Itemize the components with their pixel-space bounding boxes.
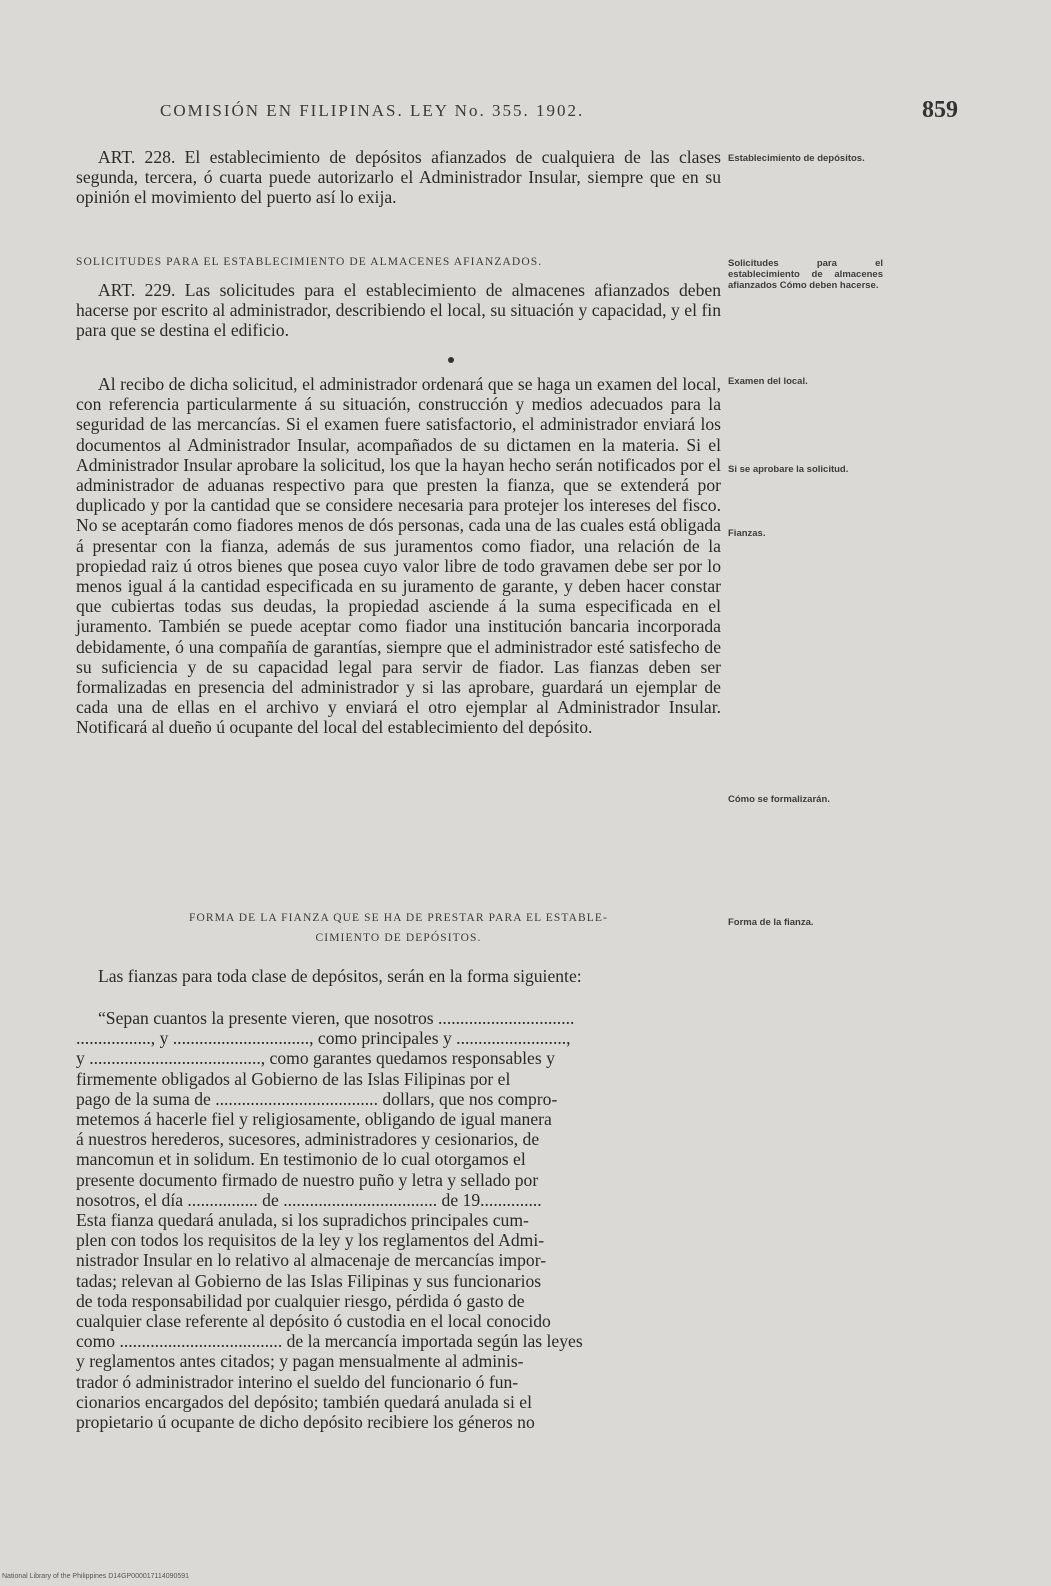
margin-note-examen: Examen del local. [728,376,808,387]
section-heading-forma-line1: FORMA DE LA FIANZA QUE SE HA DE PRESTAR PARA EL ESTABLE- [189,912,608,924]
margin-note-solicitudes-text: Solicitudes para el establecimiento de almacenes afianzados [728,258,883,291]
bond-line: firmemente obligados al Gobierno de las Islas Filipinas por el [76,1068,511,1089]
paragraph-fianzas [76,966,721,986]
bond-line: y ......................................., como garantes quedamos responsables y [76,1048,555,1069]
library-footer: National Library of the Philippines D14GP000017114090591 [2,1573,190,1580]
bond-line: plen con todos los requisitos de la ley y los reglamentos del Admi- [76,1230,545,1251]
page-number: 859 [922,97,958,123]
bond-form-text [76,1008,721,1432]
bond-line: nosotros, el día ................ de ................................... de 19.............. [76,1189,542,1210]
bond-line: de toda responsabilidad por cualquier riesgo, pérdida ó gasto de [76,1290,525,1311]
paragraph-fianzas-text: Las fianzas para toda clase de depósitos, serán en la forma siguiente: [98,966,582,986]
article-228-text: ART. 228. El establecimiento de depósitos afianzados de cualquiera de las clases segunda, tercera, ó cuarta puede autorizarlo el Administrador Insular, siempre que en su opinión el movimiento del puerto así lo exija. [76,147,721,208]
bond-line: cionarios encargados del depósito; también quedará anulada si el [76,1391,532,1412]
bond-line: “Sepan cuantos la presente vieren, que nosotros ............................... [98,1008,575,1028]
bond-line: tadas; relevan al Gobierno de las Islas Filipinas y sus funcionarios [76,1270,542,1291]
margin-note-formalizaran: Cómo se formalizarán. [728,794,830,805]
margin-note-forma: Forma de la fianza. [728,917,814,928]
margin-note-fianzas: Fianzas. [728,528,766,539]
bond-line: cualquier clase referente al depósito ó custodia en el local conocido [76,1311,551,1332]
article-229 [76,280,721,341]
article-228 [76,147,721,208]
bond-line: metemos á hacerle fiel y religiosamente, obligando de igual manera [76,1109,552,1130]
bond-line: nistrador Insular en lo relativo al almacenaje de mercancías impor- [76,1250,547,1271]
bond-line: presente documento firmado de nuestro puño y letra y sellado por [76,1169,539,1190]
paragraph-examen-text: Al recibo de dicha solicitud, el administrador ordenará que se haga un examen del local, con referencia particularmente á su situación, construcción y medios adecuados para la seguridad de las mercancías. Si el examen fuere satisfactorio, el administrador enviará los documentos al Administrador Insular, acompañados de su dictamen en la materia. Si el Administrador Insular aprobare la solicitud, los que la hayan hecho serán notificados por el administrador de aduanas respectivo para que presten la fianza, que se extenderá por duplicado y por la cantidad que se considere necesaria para protejer los intereses del fisco. No se aceptarán como fiadores menos de dós personas, cada una de las cuales está obligada á presentar con la fianza, además de sus juramentos como fiador, una relación de la propiedad raiz ú otros bienes que posea cuyo valor libre de todo gravamen debe ser por lo menos igual á la cantidad especificada en su juramento de garante, y deben hacer constar que cubiertas todas sus deudas, la propiedad asciende á la suma especificada en el juramento. También se puede aceptar como fiador una institución bancaria incorporada debidamente, ó una compañía de garantías, siempre que el administrador esté satisfecho de su suficiencia y de su capacidad legal para servir de fiador. Las fianzas deben ser formalizadas en presencia del administrador y si las aprobare, guardará un ejemplar de cada una de ellas en el archivo y enviará el otro ejemplar al Administrador Insular. Notificará al dueño ú ocupante del local del establecimiento del depósito. [76,374,721,738]
section-heading-forma-line2: CIMIENTO DE DEPÓSITOS. [315,932,482,944]
margin-note-aprobare: Si se aprobare la solicitud. [728,464,849,475]
section-heading-forma [76,908,721,948]
margin-note-solicitudes [728,258,883,291]
bond-line: ................., y ..............................., como principales y ........................., [76,1028,571,1049]
ink-speck [448,357,454,363]
bond-line: trador ó administrador interino el sueldo del funcionario ó fun- [76,1371,519,1392]
bond-line: á nuestros herederos, sucesores, administradores y cesionarios, de [76,1129,540,1150]
section-heading-solicitudes: SOLICITUDES PARA EL ESTABLECIMIENTO DE ALMACENES AFIANZADOS. [76,256,543,268]
bond-line: mancomun et in solidum. En testimonio de lo cual otorgamos el [76,1149,526,1170]
bond-line: Esta fianza quedará anulada, si los supradichos principales cum- [76,1210,529,1231]
margin-note-establecimiento: Establecimiento de depósitos. [728,153,865,164]
article-229-text: ART. 229. Las solicitudes para el establecimiento de almacenes afianzados deben hacerse por escrito al administrador, describiendo el local, su situación y capacidad, y el fin para que se destina el edificio. [76,280,721,341]
bond-line: como ..................................... de la mercancía importada según las leyes [76,1331,583,1352]
bond-line: y reglamentos antes citados; y pagan mensualmente al adminis- [76,1351,524,1372]
bond-line: pago de la suma de ..................................... dollars, que nos compro- [76,1088,558,1109]
margin-note-como-deben: Cómo deben hacerse. [779,280,879,291]
running-header [150,97,970,127]
paragraph-examen [76,374,721,738]
bond-line: propietario ú ocupante de dicho depósito recibiere los géneros no [76,1412,535,1433]
header-title: COMISIÓN EN FILIPINAS. LEY No. 355. 1902. [160,101,585,120]
